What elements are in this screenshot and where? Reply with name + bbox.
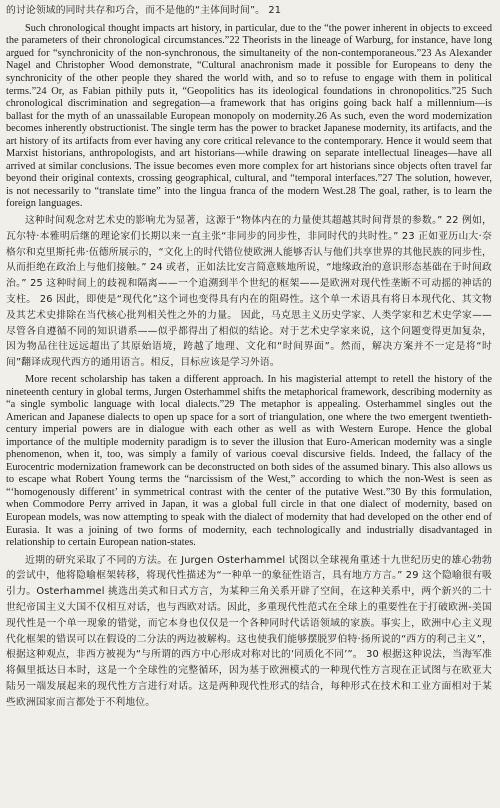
paragraph-intro-continuation-zh: 的讨论领域的同时共存和巧合，而不是他的“主体间时间”。 21: [6, 5, 282, 16]
paragraph-recent-scholarship-zh: 近期的研究采取了不同的方法。在 Jurgen Osterhammel 试图以全球视角重述十九世纪历史的雄心勃勃的尝试中，他将隐喻框架转移，将现代性描述为“一种单一的象征性语言，具有地方方言。” 29 这个隐喻很有吸引力。Osterhammel 挑选出美式和日式方言，为某种三角关系开辟了空间，在这种关系中，两个新兴的二十世纪帝国主义大国不仅相互对话，也与西欧对话。因此，多重现代性范式在全球上的重要性在于打破欧洲-美国现代性是一个单一现象的错觉，而它本身也仅仅是一个各种同时代话语领域的家族。事实上，欧洲中心主义现代化框架的错误可以在假设的二分法的两边被解构。这也使我们能够摆脱罗伯特·扬所说的“西方的利己主义”，根据这种观点，非西方被视为“与所谓的西方中心形成对称对比的‘同质化不同’”。 30 根据这种说法，当海军准将佩里抵达日本时，这是一个全球性的完整循环，因为基于欧洲模式的一种现代性方言现在正试图与在欧亚大陆另一端发展起来的现代性方言进行对话。这是两种现代性形式的结合，每种形式在技术和工业方面相对于某些欧洲国家而言都处于不利地位。: [6, 554, 492, 708]
paragraph-chronology-en: Such chronological thought impacts art history, in particular, due to the “the power inherent in objects to exceed the parameters of their chronological circumstances.”22 Theorists in the lineage of Warburg, for instance, have long argued for “synchronicity of the non-synchronous, the simultaneity of the non-contemporaneous.”23 As Alexander Nagel and Christopher Wood demonstrate, “Cultural anachronism made it possible for Europeans to deny the synchronicity of the other people they shared the world with, and so to refuse to engage with them in political terms.”24 Or, as Fabian pithily puts it, “Geopolitics has its ideological foundations in chronopolitics.”25 Such chronological discrimination and segregation—a framework that has origins going back half a millennium—is ballast for the myth of an unassailable European monopoly on modernity.26 As such, even the word modernization becomes inherently obstructionist. The single term has the power to bracket Japanese modernity, its artifacts, and the art history of its artifacts from ever having any core critical relevance to the contemporary. Hence it would seem that Marxist historians, anthropologists, and art historians—while drawing on separate intellectual lineages—have all arrived at similar conclusions. The issue becomes even more complex for art historians since objects often travel far beyond their original contexts, crossing geographical, cultural, and “temporal interfaces.”27 The solution, however, is not necessarily to “translate time” into the lingua franca of the modern West.28 The goal, rather, is to learn the foreign languages.: [6, 22, 492, 210]
document-page: [0, 3, 500, 808]
paragraph-chronology-zh: 这种时间观念对艺术史的影响尤为显著，这源于“物体内在的力量使其超越其时间背景的参数。” 22 例如，瓦尔特·本雅明后继的理论家们长期以来一直主张“非同步的同步性，非同时代的共时性。” 23 正如亚历山大·奈格尔和克里斯托弗·伍德所展示的，“文化上的时代错位使欧洲人能够否认与他们共享世界的其他民族的同步性，从而拒绝在政治上与他们接触。” 24 或者，正如法比安言简意赅地所说，“地缘政治的意识形态基础在于时间政治。” 25 这种时间上的歧视和隔离——一个追溯到半个世纪的框架——是欧洲对现代性垄断不可动摇的神话的支柱。 26 因此，即使是“现代化”这个词也变得具有内在的阻碍性。这个单一术语具有将日本现代化、其文物及其艺术史排除在当代核心批判相关性之外的力量。 因此，马克思主义历史学家、人类学家和艺术史学家——尽管各自遵循不同的知识谱系——似乎都得出了相似的结论。对于艺术史学家来说，这个问题变得更加复杂，因为物品往往远远超出了其原始语境，跨越了地理、文化和“时间界面”。然而，解决方案并不一定是将“时间”翻译成现代西方的通用语言。相反，目标应该是学习外语。: [6, 215, 492, 369]
paragraph-recent-scholarship-en: More recent scholarship has taken a different approach. In his magisterial attempt to retell the history of the nineteenth century in global terms, Jurgen Osterhammel shifts the metaphorical framework, describing modernity as “a single symbolic language with local dialects.”29 The metaphor is appealing. Osterhammel singles out the American and Japanese dialects to open up space for a sort of triangulation, one where the two emergent twentieth-century imperial powers are in dialogue with each other as well as with Western Europe. Hence the global importance of the multiple modernity paradigm is to sever the illusion that Euro-American modernity was a single phenomenon, when it, too, was simply a family of various coeval discursive fields. Indeed, the fallacy of the Eurocentric modernization framework can be deconstructed on both sides of the assumed binary. This also allows us to escape what Robert Young terms the “narcissism of the West,” according to which the non-West is seen as “‘homogenously different’ in symmetrical contrast with the center of the putative West.”30 By this formulation, when Commodore Perry arrived in Japan, it was a global full circle in that one dialect of modernity, based on European models, was now attempting to speak with the dialect of modernity that had developed on the other end of Eurasia. It was a joining of two forms of modernity, each technologically and industrially disadvantaged in relationship to certain European nation-states.: [6, 373, 492, 549]
